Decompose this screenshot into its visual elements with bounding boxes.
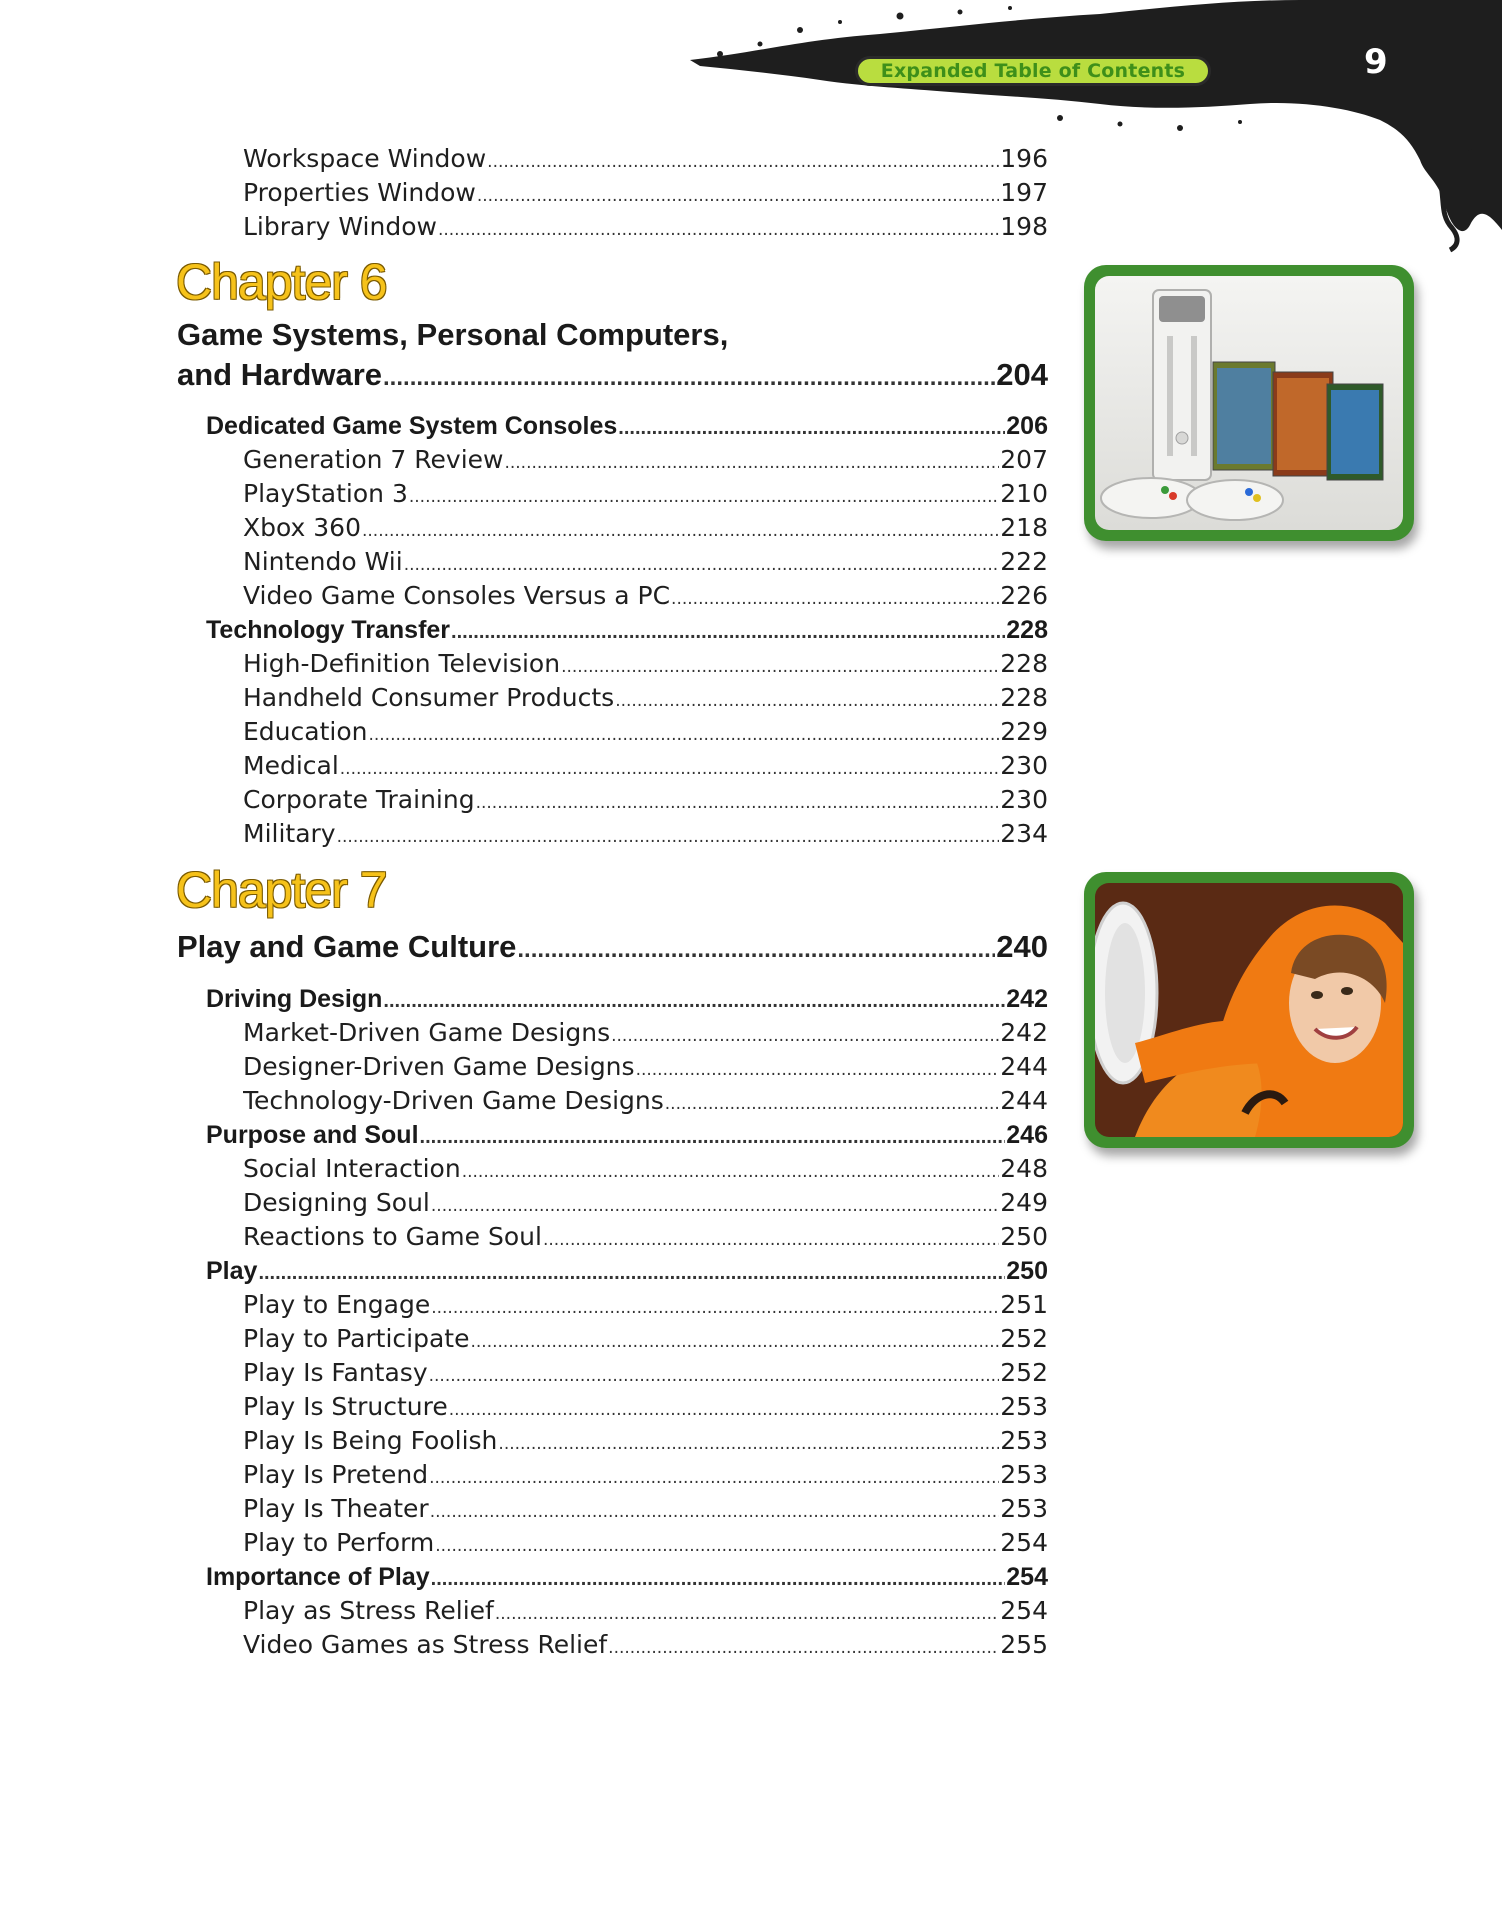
toc-entry-label: Handheld Consumer Products <box>243 683 615 712</box>
toc-entry-page: 230 <box>1000 751 1048 780</box>
dot-leader <box>476 786 1000 817</box>
dot-leader <box>409 480 999 511</box>
dot-leader <box>636 1053 1000 1084</box>
dot-leader <box>665 1087 1000 1118</box>
dot-leader <box>431 1189 999 1220</box>
dot-leader <box>337 820 1000 851</box>
toc-entry[interactable] <box>243 1458 1048 1492</box>
game-console-photo <box>1084 265 1414 541</box>
running-title-label: Expanded Table of Contents <box>855 56 1211 86</box>
toc-entry-page: 228 <box>1000 683 1048 712</box>
toc-entry-page: 252 <box>1000 1324 1048 1353</box>
page-number: 9 <box>1364 42 1388 82</box>
toc-entry-page: 206 <box>1006 412 1048 440</box>
toc-section-entry[interactable] <box>206 613 1048 647</box>
toc-entry-page: 242 <box>1000 1018 1048 1047</box>
chapter-page: 204 <box>996 357 1048 392</box>
toc-entry-label: Play Is Being Foolish <box>243 1426 498 1455</box>
toc-entry-label: Importance of Play <box>206 1563 430 1591</box>
toc-entry-label: Reactions to Game Soul <box>243 1222 542 1251</box>
toc-section-entry[interactable] <box>206 409 1048 443</box>
toc-entry[interactable] <box>243 579 1048 613</box>
toc-entry[interactable] <box>243 511 1048 545</box>
toc-entry[interactable] <box>243 443 1048 477</box>
toc-entry-label: Designer-Driven Game Designs <box>243 1052 635 1081</box>
toc-entry-page: 250 <box>1006 1257 1048 1285</box>
toc-entry[interactable] <box>243 749 1048 783</box>
dot-leader <box>471 1325 1000 1356</box>
toc-entry[interactable] <box>243 681 1048 715</box>
toc-entry-page: 222 <box>1000 547 1048 576</box>
dot-leader <box>383 984 1005 1016</box>
toc-entry-page: 228 <box>1006 616 1048 644</box>
toc-entry-label: Military <box>243 819 336 848</box>
toc-entry[interactable] <box>243 1424 1048 1458</box>
player-illustration <box>1095 883 1403 1137</box>
console-illustration <box>1095 276 1403 530</box>
dot-leader <box>404 548 1000 579</box>
dot-leader <box>498 1427 999 1458</box>
toc-entry[interactable] <box>243 1628 1048 1662</box>
toc-entry-label: Play Is Fantasy <box>243 1358 428 1387</box>
toc-entry-page: 226 <box>1000 581 1048 610</box>
toc-entry-label: Nintendo Wii <box>243 547 403 576</box>
toc-entry-page: 210 <box>1000 479 1048 508</box>
toc-entry[interactable] <box>243 783 1048 817</box>
toc-entry[interactable] <box>243 1152 1048 1186</box>
toc-entry[interactable] <box>243 1288 1048 1322</box>
toc-entry[interactable] <box>243 1186 1048 1220</box>
toc-entry-label: Dedicated Game System Consoles <box>206 412 618 440</box>
toc-entry-page: 253 <box>1000 1494 1048 1523</box>
toc-entry-page: 255 <box>1000 1630 1048 1659</box>
toc-entry-page: 228 <box>1000 649 1048 678</box>
dot-leader <box>462 1155 1000 1186</box>
toc-entry-page: 248 <box>1000 1154 1048 1183</box>
chapter-page: 240 <box>996 929 1048 964</box>
dot-leader <box>368 718 999 749</box>
toc-entry-page: 218 <box>1000 513 1048 542</box>
toc-entry-page: 253 <box>1000 1426 1048 1455</box>
toc-entry-label: Workspace Window <box>243 144 487 173</box>
dot-leader <box>430 1495 1000 1526</box>
toc-entry-label: Driving Design <box>206 985 383 1013</box>
toc-entry[interactable] <box>243 1050 1048 1084</box>
toc-entry-label: Play Is Theater <box>243 1494 429 1523</box>
dot-leader <box>543 1223 999 1254</box>
toc-entry[interactable] <box>243 1016 1048 1050</box>
toc-entry[interactable] <box>243 545 1048 579</box>
toc-entry[interactable] <box>243 1220 1048 1254</box>
dot-leader <box>517 930 995 967</box>
toc-entry-label: Play as Stress Relief <box>243 1596 494 1625</box>
dot-leader <box>561 650 999 681</box>
chapter-title: Play and Game Culture <box>177 929 517 964</box>
toc-entry-page: 196 <box>1000 144 1048 173</box>
toc-entry-label: Video Games as Stress Relief <box>243 1630 608 1659</box>
toc-entry-label: Video Game Consoles Versus a PC <box>243 581 671 610</box>
toc-entry[interactable] <box>243 142 1048 176</box>
toc-section-entry[interactable] <box>206 1118 1048 1152</box>
toc-entry-label: Technology-Driven Game Designs <box>243 1086 664 1115</box>
toc-entry-label: High-Definition Television <box>243 649 561 678</box>
toc-entry-page: 234 <box>1000 819 1048 848</box>
chapter-heading: Chapter 7 <box>176 862 387 918</box>
toc-entry-page: 249 <box>1000 1188 1048 1217</box>
dot-leader <box>504 446 999 477</box>
toc-entry-page: 244 <box>1000 1086 1048 1115</box>
girl-in-orange-hoodie-photo <box>1084 872 1414 1148</box>
dot-leader <box>618 411 1005 443</box>
dot-leader <box>615 684 999 715</box>
toc-entry-label: Play to Engage <box>243 1290 431 1319</box>
toc-entry[interactable] <box>243 1084 1048 1118</box>
toc-entry[interactable] <box>243 1492 1048 1526</box>
toc-entry[interactable] <box>243 210 1048 244</box>
dot-leader <box>671 582 999 613</box>
toc-entry-page: 254 <box>1006 1563 1048 1591</box>
toc-entry-label: Corporate Training <box>243 785 475 814</box>
toc-section-entry[interactable] <box>206 1254 1048 1288</box>
toc-entry[interactable] <box>243 1390 1048 1424</box>
chapter-title-entry[interactable] <box>177 927 1048 967</box>
dot-leader <box>362 514 999 545</box>
dot-leader <box>608 1631 999 1662</box>
toc-entry[interactable] <box>243 715 1048 749</box>
dot-leader <box>477 179 999 210</box>
toc-entry-label: Technology Transfer <box>206 616 451 644</box>
toc-entry-label: Play to Participate <box>243 1324 470 1353</box>
toc-entry[interactable] <box>243 817 1048 851</box>
toc-entry-label: Market-Driven Game Designs <box>243 1018 611 1047</box>
toc-entry-label: Xbox 360 <box>243 513 361 542</box>
toc-entry[interactable] <box>243 176 1048 210</box>
toc-entry-label: Play to Perform <box>243 1528 435 1557</box>
toc-entry-label: Play Is Structure <box>243 1392 448 1421</box>
toc-entry-page: 253 <box>1000 1392 1048 1421</box>
toc-entry-page: 198 <box>1000 212 1048 241</box>
toc-entry-page: 242 <box>1006 985 1048 1013</box>
toc-entry-label: Education <box>243 717 368 746</box>
dot-leader <box>495 1597 999 1628</box>
dot-leader <box>383 358 995 395</box>
chapter-heading: Chapter 6 <box>176 254 387 310</box>
toc-entry-page: 207 <box>1000 445 1048 474</box>
toc-entry-label: Library Window <box>243 212 437 241</box>
toc-entry-page: 244 <box>1000 1052 1048 1081</box>
toc-entry[interactable] <box>243 1356 1048 1390</box>
toc-entry-page: 251 <box>1000 1290 1048 1319</box>
toc-entry-page: 229 <box>1000 717 1048 746</box>
toc-entry-label: Designing Soul <box>243 1188 430 1217</box>
dot-leader <box>431 1291 999 1322</box>
toc-entry-page: 250 <box>1000 1222 1048 1251</box>
toc-entry-page: 197 <box>1000 178 1048 207</box>
dot-leader <box>438 213 999 244</box>
chapter-title-line1: Game Systems, Personal Computers, <box>177 317 729 352</box>
toc-section-entry[interactable] <box>206 1560 1048 1594</box>
toc-entry-label: PlayStation 3 <box>243 479 408 508</box>
toc-entry-page: 254 <box>1000 1528 1048 1557</box>
toc-entry[interactable] <box>243 1526 1048 1560</box>
dot-leader <box>340 752 1000 783</box>
toc-entry-page: 254 <box>1000 1596 1048 1625</box>
dot-leader <box>429 1359 1000 1390</box>
dot-leader <box>420 1120 1006 1152</box>
toc-entry-label: Generation 7 Review <box>243 445 504 474</box>
dot-leader <box>611 1019 999 1050</box>
toc-entry-label: Play Is Pretend <box>243 1460 429 1489</box>
toc-entry-label: Play <box>206 1257 258 1285</box>
dot-leader <box>258 1256 1005 1288</box>
toc-entry-page: 230 <box>1000 785 1048 814</box>
dot-leader <box>451 615 1005 647</box>
dot-leader <box>487 145 999 176</box>
toc-entry-page: 246 <box>1006 1121 1048 1149</box>
toc-entry-page: 253 <box>1000 1460 1048 1489</box>
chapter-title-entry[interactable] <box>177 355 1048 395</box>
toc-section-entry[interactable] <box>206 982 1048 1016</box>
toc-entry[interactable] <box>243 1322 1048 1356</box>
chapter-title-line2: and Hardware <box>177 357 383 392</box>
toc-entry-page: 252 <box>1000 1358 1048 1387</box>
toc-entry-label: Purpose and Soul <box>206 1121 419 1149</box>
dot-leader <box>435 1529 999 1560</box>
toc-entry-label: Medical <box>243 751 339 780</box>
dot-leader <box>429 1461 999 1492</box>
toc-entry[interactable] <box>243 1594 1048 1628</box>
toc-entry-label: Social Interaction <box>243 1154 461 1183</box>
toc-entry[interactable] <box>243 477 1048 511</box>
dot-leader <box>431 1562 1006 1594</box>
dot-leader <box>449 1393 1000 1424</box>
toc-entry[interactable] <box>243 647 1048 681</box>
toc-entry-label: Properties Window <box>243 178 476 207</box>
